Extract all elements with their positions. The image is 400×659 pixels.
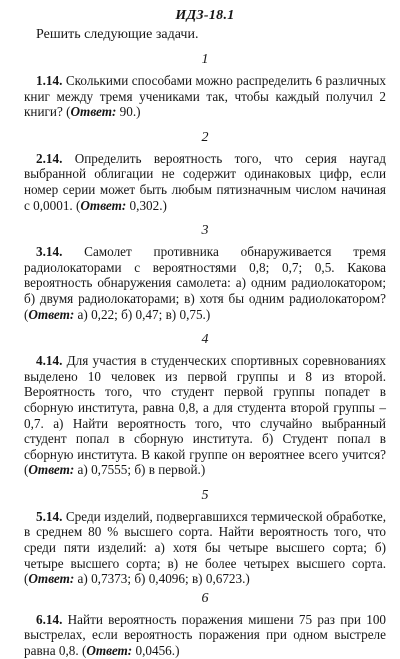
problem-5 [24,488,386,587]
answer-label: Ответ: [80,197,127,213]
problem-code: 2.14. [36,150,63,166]
problem-code: 3.14. [36,244,63,260]
answer-label: Ответ: [70,104,117,120]
problem-6 [24,591,386,659]
problem-body: Для участия в студенческих спортивных соревнованиях выделено 10 человек из первой группы и 8 из второй. Вероятность того, что студент первой группы попадет в сборную института, равна 0,8, а для студента второй группы – 0,7. а) Найти вероятность того, что случайно выбранный студент попал в сборную института. б) Студент попал в сборную института. В какой группе он вероятнее всего учится? ( [24,353,386,478]
answer-value: 90.) [116,104,141,120]
problem-number: 1 [201,52,209,67]
problem-number: 3 [201,223,209,239]
problem-text [24,509,386,587]
answer-label: Ответ: [28,571,75,587]
problem-4 [24,332,386,478]
problem-text [24,612,386,659]
problem-code: 4.14. [36,353,63,369]
answer-value: 0,0456.) [132,643,180,659]
answer-value: а) 0,7555; б) в первой.) [74,462,206,478]
problem-code: 1.14. [36,73,63,88]
problem-number: 2 [201,129,209,145]
problem-2 [24,130,386,213]
problem-text [24,244,386,322]
problem-3 [24,223,386,322]
answer-label: Ответ: [86,643,133,659]
document-title: ИДЗ-18.1 [175,8,235,23]
problem-code: 6.14. [36,611,63,627]
answer-label: Ответ: [28,462,75,478]
problem-number: 4 [201,332,209,348]
problem-body: Среди изделий, подвергавшихся термической обработке, в среднем 80 % высшего сорта. Найти вероятность того, что среди пяти изделий: а) хотя бы четыре высшего сорта; б) четыре высшего сорта; в) не более четырех высшего сорта. ( [24,508,387,587]
problem-code: 5.14. [36,508,63,524]
answer-value: а) 0,7373; б) 0,4096; в) 0,6723.) [74,571,250,587]
problem-text [24,151,386,213]
problem-1 [24,52,386,120]
problem-body: Сколькими способами можно распределить 6 различных книг между тремя учениками так, чтобы каждый получил 2 книги? ( [24,73,386,120]
problem-text [24,73,386,120]
answer-value: 0,302.) [126,197,167,213]
problem-number: 6 [201,590,209,606]
problem-text [24,353,386,478]
problem-body: Самолет противника обнаруживается тремя радиолокаторами с вероятностями 0,8; 0,7; 0,5. Какова вероятность обнаружения самолета: а) одним радиолокатором; б) двумя радиолокаторами; в) хотя бы одним радиолокатором? ( [24,244,386,322]
problem-number: 5 [201,487,209,503]
answer-value: а) 0,22; б) 0,47; в) 0,75.) [74,306,211,322]
document-subtitle: Решить следующие задачи. [36,27,199,42]
problem-body: Найти вероятность поражения мишени 75 раз при 100 выстрелах, если вероятность поражения при одном выстреле равна 0,8. ( [24,611,387,659]
problem-body: Определить вероятность того, что серия наугад выбранной облигации не содержит одинаковых цифр, если номер серии может быть любым пятизначным числом начиная с 0,0001. ( [24,150,386,213]
answer-label: Ответ: [28,306,75,322]
